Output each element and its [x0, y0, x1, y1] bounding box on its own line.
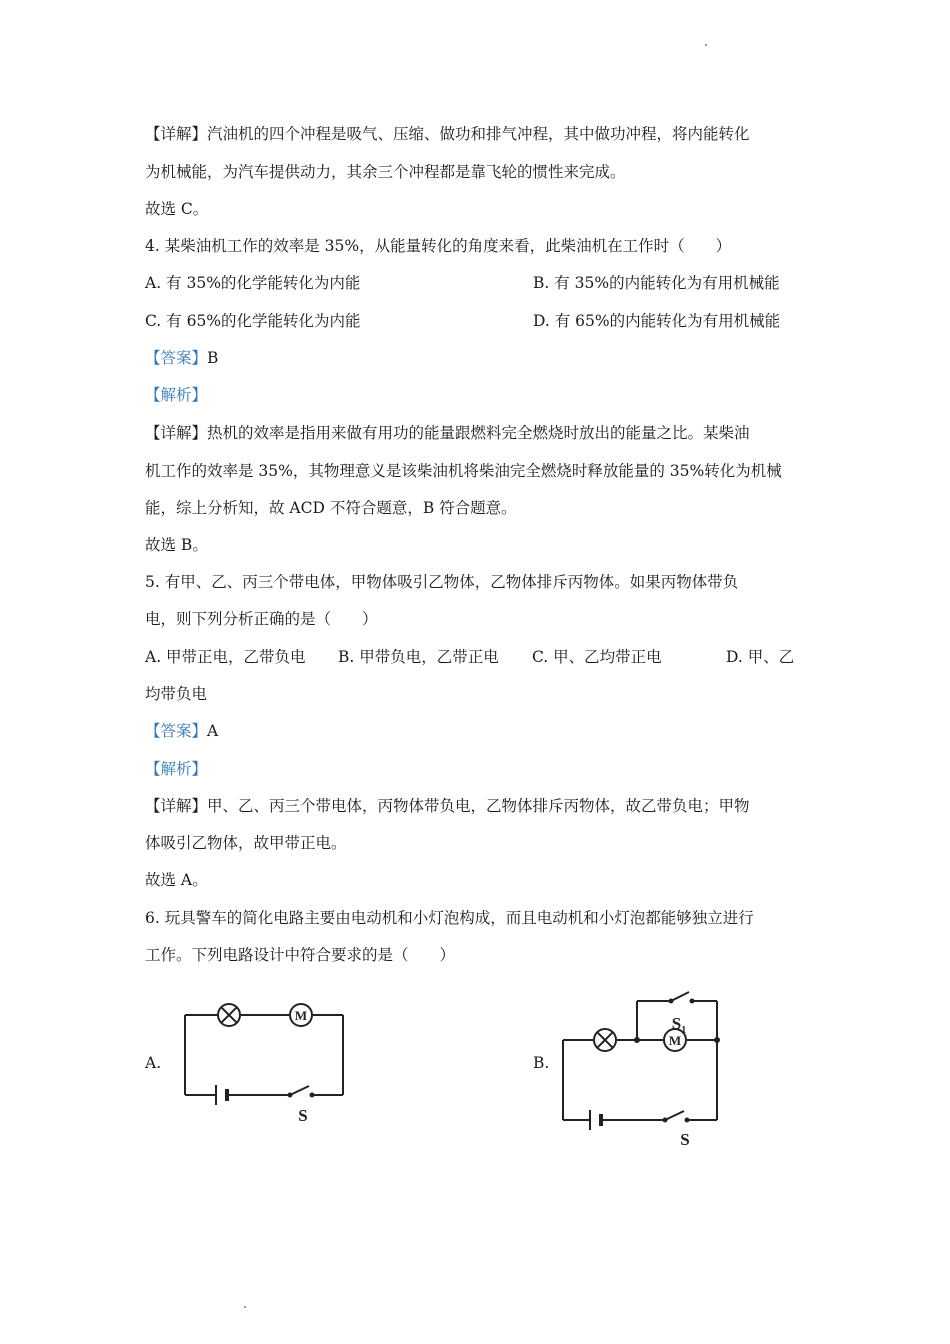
q4-detail-line-3: 能，综上分析知，故 ACD 不符合题意，B 符合题意。 — [145, 499, 517, 517]
lamp-icon — [594, 1029, 616, 1051]
circuit-diagram-a — [175, 995, 375, 1135]
q5-option-a: A. 甲带正电，乙带负电 — [145, 648, 306, 666]
q5-option-c: C. 甲、乙均带正电 — [532, 648, 662, 666]
q5-stem-line-1: 5. 有甲、乙、丙三个带电体，甲物体吸引乙物体，乙物体排斥丙物体。如果丙物体带负 — [145, 573, 739, 591]
switch-icon — [663, 1111, 690, 1149]
answer-tag: 【答案】 — [145, 349, 208, 367]
battery-icon — [590, 1110, 601, 1130]
switch-label: S — [680, 1130, 690, 1149]
q4-option-c: C. 有 65%的化学能转化为内能 — [145, 312, 361, 330]
answer-tag: 【答案】 — [145, 722, 208, 740]
q4-answer — [145, 347, 218, 369]
q6-option-a-label: A. — [145, 1054, 162, 1072]
motor-label: M — [668, 1033, 682, 1048]
q4-detail-line-2: 机工作的效率是 35%，其物理意义是该柴油机将柴油完全燃烧时释放能量的 35%转化为机械 — [145, 462, 782, 480]
q4-detail-line-1: 【详解】热机的效率是指用来做有用功的能量跟燃料完全燃烧时放出的能量之比。某柴油 — [145, 424, 750, 442]
q5-option-d-continued: 均带负电 — [145, 685, 208, 703]
circuit-diagram-b — [555, 985, 755, 1150]
q5-stem-line-2: 电，则下列分析正确的是（ ） — [145, 610, 378, 628]
junction-dot — [634, 1037, 640, 1043]
q6-option-b-label: B. — [533, 1054, 550, 1072]
switch-s1-icon — [669, 992, 695, 1036]
q3-conclusion: 故选 C。 — [145, 200, 209, 218]
q3-detail-line-2: 为机械能，为汽车提供动力，其余三个冲程都是靠飞轮的惯性来完成。 — [145, 163, 626, 181]
answer-value: A — [207, 722, 219, 740]
q4-option-d: D. 有 65%的内能转化为有用机械能 — [533, 312, 781, 330]
answer-value: B — [207, 349, 219, 367]
switch-label: S — [298, 1106, 308, 1125]
motor-icon — [290, 1004, 312, 1026]
q5-answer — [145, 720, 218, 742]
page-speck-top — [705, 44, 707, 46]
q5-detail-line-2: 体吸引乙物体，故甲带正电。 — [145, 834, 347, 852]
q4-stem: 4. 某柴油机工作的效率是 35%，从能量转化的角度来看，此柴油机在工作时（ ） — [145, 237, 732, 255]
q4-conclusion: 故选 B。 — [145, 536, 208, 554]
q4-option-b: B. 有 35%的内能转化为有用机械能 — [533, 274, 780, 292]
q5-option-d: D. 甲、乙 — [726, 648, 795, 666]
q6-stem-line-2: 工作。下列电路设计中符合要求的是（ ） — [145, 946, 456, 964]
q6-stem-line-1: 6. 玩具警车的简化电路主要由电动机和小灯泡构成，而且电动机和小灯泡都能够独立进行 — [145, 909, 754, 927]
switch-s1-label: $S_1$ — [671, 1014, 687, 1036]
q5-analysis-tag: 【解析】 — [145, 760, 208, 778]
q3-detail-line-1: 【详解】汽油机的四个冲程是吸气、压缩、做功和排气冲程，其中做功冲程，将内能转化 — [145, 125, 750, 143]
battery-icon — [216, 1085, 227, 1105]
q4-option-a: A. 有 35%的化学能转化为内能 — [145, 274, 361, 292]
q4-analysis-tag: 【解析】 — [145, 386, 208, 404]
q5-option-b: B. 甲带负电，乙带正电 — [338, 648, 499, 666]
page-speck-bottom — [244, 1306, 246, 1308]
q5-conclusion: 故选 A。 — [145, 871, 208, 889]
switch-icon — [288, 1086, 315, 1125]
junction-dot — [714, 1037, 720, 1043]
q5-detail-line-1: 【详解】甲、乙、丙三个带电体，丙物体带负电，乙物体排斥丙物体，故乙带负电；甲物 — [145, 797, 750, 815]
motor-label: M — [294, 1008, 308, 1023]
lamp-icon — [218, 1004, 240, 1026]
